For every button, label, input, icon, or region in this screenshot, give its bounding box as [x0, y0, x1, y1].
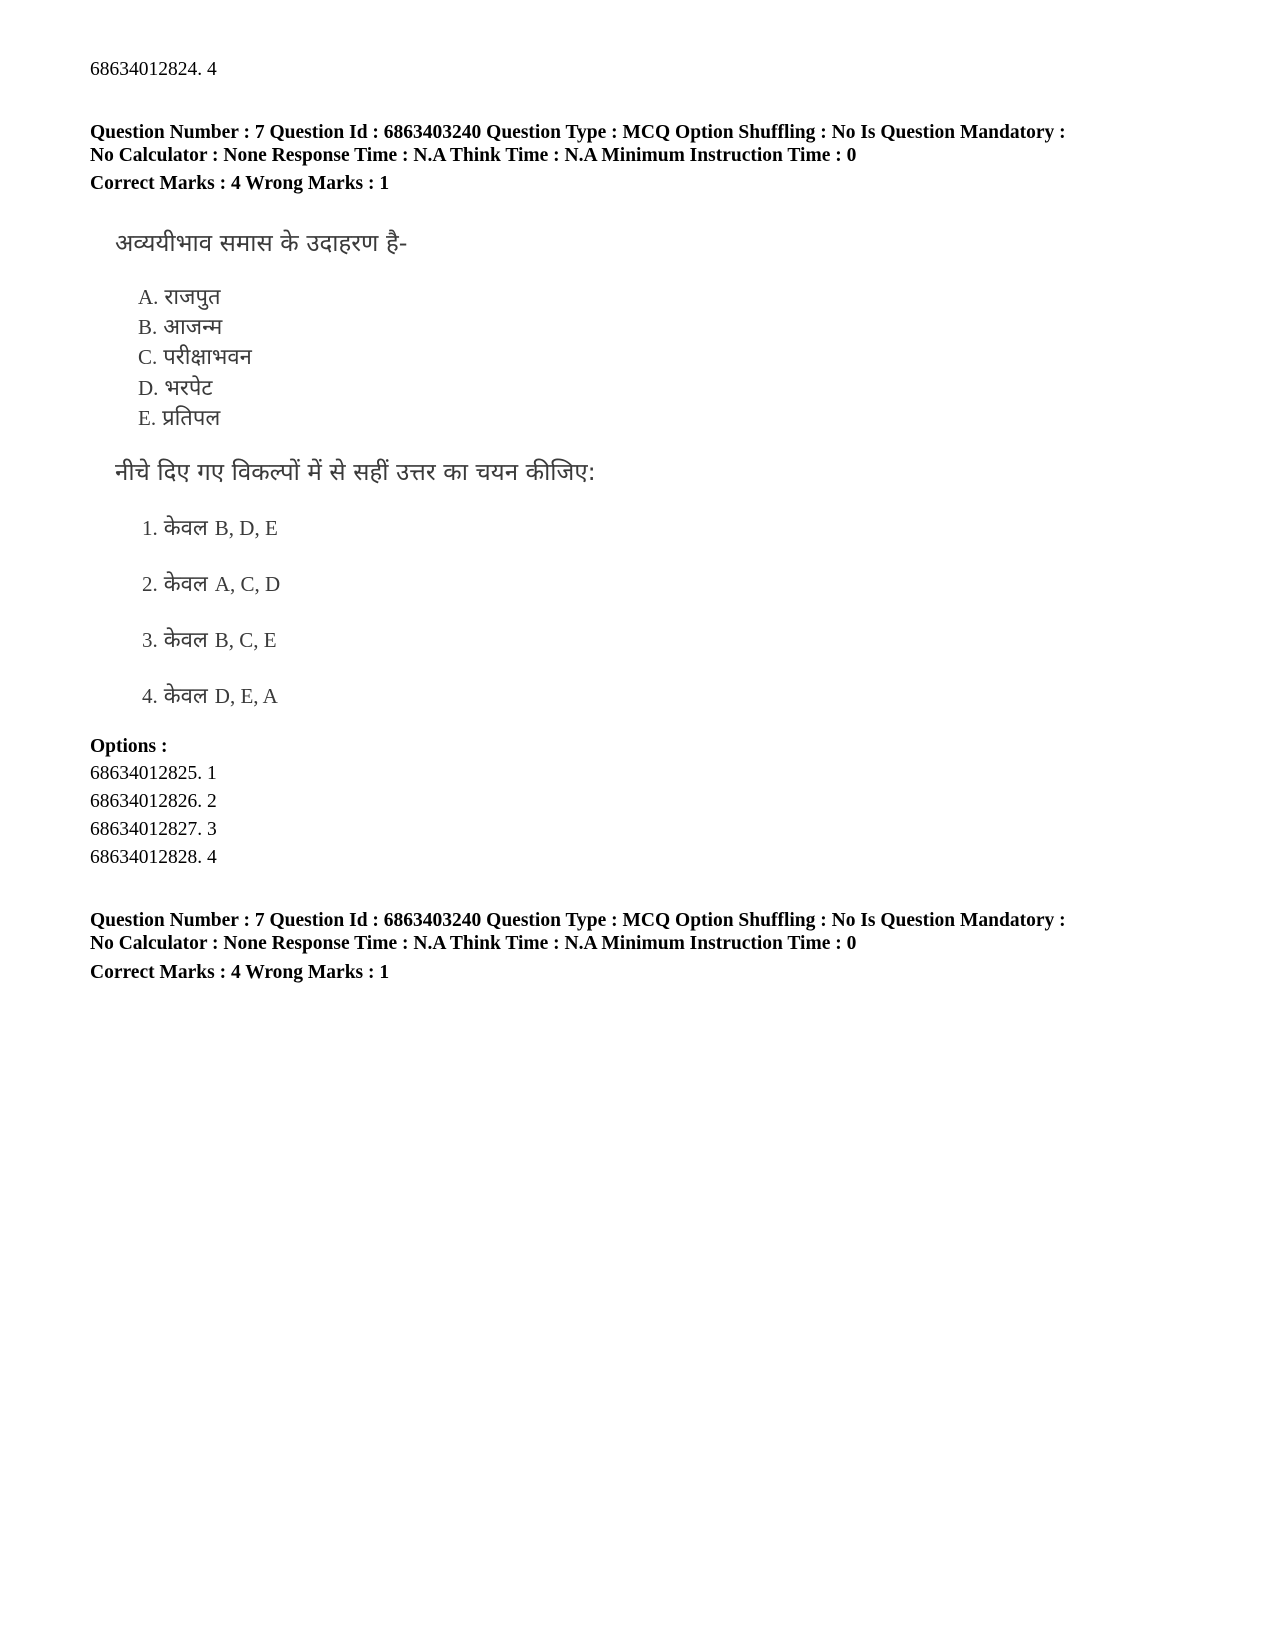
next-question-header-line-1: Question Number : 7 Question Id : 6863403240 Question Type : MCQ Option Shuffling : No Is Question Mandatory : — [90, 910, 1066, 931]
item-text: परीक्षाभवन — [163, 345, 252, 370]
item-label: B. — [138, 315, 158, 339]
item-label: D. — [138, 376, 159, 400]
option-id: 68634012825. — [90, 763, 203, 784]
options-heading: Options : — [90, 736, 168, 757]
choice-word: केवल — [163, 628, 208, 653]
question-item — [138, 281, 220, 311]
choice-word: केवल — [163, 516, 208, 541]
choice-sets: B, C, E — [214, 628, 277, 652]
question-item — [138, 341, 252, 371]
question-instruction: नीचे दिए गए विकल्पों में से सहीं उत्तर का चयन कीजिए: — [115, 458, 596, 486]
question-item — [138, 372, 212, 402]
question-header-line-2: No Calculator : None Response Time : N.A Think Time : N.A Minimum Instruction Time : 0 — [90, 145, 857, 166]
option-value: 3 — [207, 819, 217, 840]
question-item — [138, 311, 222, 341]
option-id: 68634012826. — [90, 791, 203, 812]
choice-label: 4. — [142, 684, 158, 708]
previous-option — [90, 58, 217, 82]
answer-choice — [142, 624, 277, 654]
option-value: 1 — [207, 763, 217, 784]
option-value: 4 — [207, 847, 217, 868]
item-text: आजन्म — [163, 315, 223, 340]
choice-sets: A, C, D — [214, 572, 281, 596]
next-question-header-line-2: No Calculator : None Response Time : N.A Think Time : N.A Minimum Instruction Time : 0 — [90, 933, 857, 954]
answer-choice — [142, 568, 280, 598]
item-text: भरपेट — [164, 376, 213, 401]
option-id: 68634012824. — [90, 59, 203, 80]
item-text: राजपुत — [164, 285, 221, 310]
choice-label: 1. — [142, 516, 158, 540]
option-id: 68634012828. — [90, 847, 203, 868]
answer-choice — [142, 680, 278, 710]
choice-sets: B, D, E — [214, 516, 278, 540]
question-marks: Correct Marks : 4 Wrong Marks : 1 — [90, 173, 390, 194]
option-row — [90, 846, 217, 870]
option-value: 2 — [207, 791, 217, 812]
question-item — [138, 402, 220, 432]
item-label: A. — [138, 285, 159, 309]
question-stem: अव्ययीभाव समास के उदाहरण है- — [115, 229, 408, 257]
question-header-line-1: Question Number : 7 Question Id : 6863403240 Question Type : MCQ Option Shuffling : No Is Question Mandatory : — [90, 122, 1066, 143]
choice-word: केवल — [163, 572, 208, 597]
option-row — [90, 818, 217, 842]
choice-sets: D, E, A — [214, 684, 278, 708]
choice-label: 2. — [142, 572, 158, 596]
next-question-marks: Correct Marks : 4 Wrong Marks : 1 — [90, 962, 390, 983]
answer-choice — [142, 512, 278, 542]
choice-word: केवल — [163, 684, 208, 709]
option-row — [90, 790, 217, 814]
item-label: E. — [138, 406, 157, 430]
option-row — [90, 762, 217, 786]
option-value: 4 — [207, 59, 217, 80]
item-label: C. — [138, 345, 158, 369]
option-id: 68634012827. — [90, 819, 203, 840]
item-text: प्रतिपल — [162, 406, 221, 431]
choice-label: 3. — [142, 628, 158, 652]
